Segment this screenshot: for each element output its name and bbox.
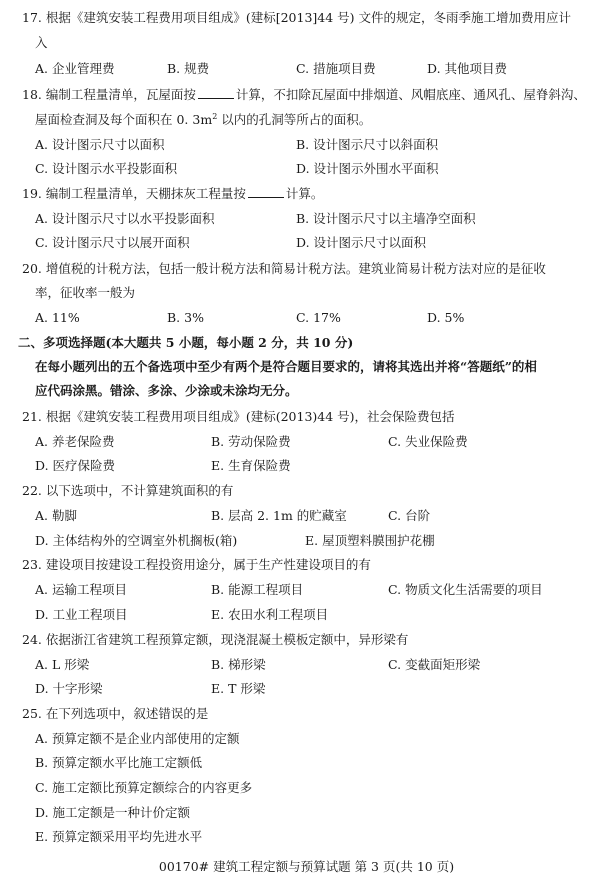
q21-option-a: A. 养老保险费 <box>35 434 115 449</box>
q23-option-a: A. 运输工程项目 <box>35 582 127 597</box>
q21-option-e: E. 生育保险费 <box>211 458 291 473</box>
q24-option-b: B. 梯形梁 <box>211 657 266 672</box>
q23-stem-line1: 23. 建设项目按建设工程投资用途分，属于生产性建设项目的有 <box>22 557 371 572</box>
q23-option-e: E. 农田水利工程项目 <box>211 607 329 622</box>
q19-option-d: D. 设计图示尺寸以面积 <box>296 235 427 250</box>
q25-option-a: A. 预算定额不是企业内部使用的定额 <box>35 731 240 746</box>
q25-option-b: B. 预算定额水平比施工定额低 <box>35 755 203 770</box>
q18-stem-part4: 以内的孔洞等所占的面积。 <box>217 112 372 127</box>
q17-option-d: D. 其他项目费 <box>427 61 508 76</box>
section-instruction-line2: 应代码涂黑。错涂、多涂、少涂或未涂均无分。 <box>35 383 298 398</box>
q17-option-a: A. 企业管理费 <box>35 61 115 76</box>
q20-option-a: A. 11% <box>35 310 80 325</box>
q18-stem-part2: 计算，不扣除瓦屋面中排烟道、风帽底座、通风孔、屋脊斜沟、 <box>235 87 586 102</box>
q23-option-c: C. 物质文化生活需要的项目 <box>388 582 543 597</box>
q18-option-a: A. 设计图示尺寸以面积 <box>35 137 165 152</box>
q19-option-c: C. 设计图示尺寸以展开面积 <box>35 235 190 250</box>
q17-option-c: C. 措施项目费 <box>296 61 376 76</box>
q18-stem-line1 <box>22 87 586 103</box>
q19-stem-line1 <box>22 186 323 202</box>
q22-option-e: E. 屋顶塑料膜围护花棚 <box>305 533 435 548</box>
q17-option-b: B. 规费 <box>167 61 210 76</box>
q21-option-b: B. 劳动保险费 <box>211 434 291 449</box>
q24-option-d: D. 十字形梁 <box>35 681 103 696</box>
q19-stem-part2: 计算。 <box>285 186 324 201</box>
q20-option-c: C. 17% <box>296 310 341 325</box>
q21-option-c: C. 失业保险费 <box>388 434 468 449</box>
q18-option-c: C. 设计图示水平投影面积 <box>35 161 178 176</box>
q18-answer-blank <box>198 87 234 99</box>
q18-stem-line2 <box>35 112 371 128</box>
q17-stem-line2: 入 <box>35 35 48 50</box>
q24-stem-line1: 24. 依据浙江省建筑工程预算定额，现浇混凝土模板定额中，异形梁有 <box>22 632 409 647</box>
q22-option-d: D. 主体结构外的空调室外机搁板(箱) <box>35 533 238 548</box>
q18-superscript: 2 <box>212 111 218 121</box>
q20-stem-line2: 率，征收率一般为 <box>35 285 136 300</box>
q23-option-d: D. 工业工程项目 <box>35 607 128 622</box>
q22-option-b: B. 层高 2. 1m 的贮藏室 <box>211 508 347 523</box>
section-heading: 二、多项选择题(本大题共 5 小题，每小题 2 分，共 10 分) <box>18 335 354 350</box>
q18-option-b: B. 设计图示尺寸以斜面积 <box>296 137 439 152</box>
q23-option-b: B. 能源工程项目 <box>211 582 304 597</box>
q24-option-a: A. L 形梁 <box>35 657 90 672</box>
q24-option-c: C. 变截面矩形梁 <box>388 657 481 672</box>
q17-stem-line1: 17. 根据《建筑安装工程费用项目组成》(建标[2013]44 号) 文件的规定，冬雨季施工增加费用应计 <box>22 10 572 25</box>
q19-stem-part1: 19. 编制工程量清单，天棚抹灰工程量按 <box>22 186 246 201</box>
q19-option-a: A. 设计图示尺寸以水平投影面积 <box>35 211 215 226</box>
q24-option-e: E. T 形梁 <box>211 681 266 696</box>
q18-option-d: D. 设计图示外围水平面积 <box>296 161 439 176</box>
q25-option-d: D. 施工定额是一种计价定额 <box>35 805 191 820</box>
q22-option-a: A. 勒脚 <box>35 508 77 523</box>
q20-option-d: D. 5% <box>427 310 465 325</box>
q22-stem-line1: 22. 以下选项中，不计算建筑面积的有 <box>22 483 234 498</box>
q25-stem-line1: 25. 在下列选项中，叙述错误的是 <box>22 706 209 721</box>
q25-option-c: C. 施工定额比预算定额综合的内容更多 <box>35 780 253 795</box>
q20-option-b: B. 3% <box>167 310 204 325</box>
q19-option-b: B. 设计图示尺寸以主墙净空面积 <box>296 211 476 226</box>
q19-answer-blank <box>248 186 284 198</box>
q18-stem-part1: 18. 编制工程量清单，瓦屋面按 <box>22 87 196 102</box>
q25-option-e: E. 预算定额采用平均先进水平 <box>35 829 203 844</box>
q20-stem-line1: 20. 增值税的计税方法，包括一般计税方法和简易计税方法。建筑业简易计税方法对应的是征收 <box>22 261 546 276</box>
q21-option-d: D. 医疗保险费 <box>35 458 116 473</box>
q22-option-c: C. 台阶 <box>388 508 431 523</box>
page-footer: 00170# 建筑工程定额与预算试题 第 3 页(共 10 页) <box>158 859 455 874</box>
q21-stem-line1: 21. 根据《建筑安装工程费用项目组成》(建标(2013)44 号)，社会保险费包括 <box>22 409 455 424</box>
q18-stem-part3: 屋面检查洞及每个面积在 0. 3m <box>35 112 213 127</box>
section-instruction-line1: 在每小题列出的五个备选项中至少有两个是符合题目要求的，请将其选出并将“答题纸”的相 <box>35 359 537 374</box>
